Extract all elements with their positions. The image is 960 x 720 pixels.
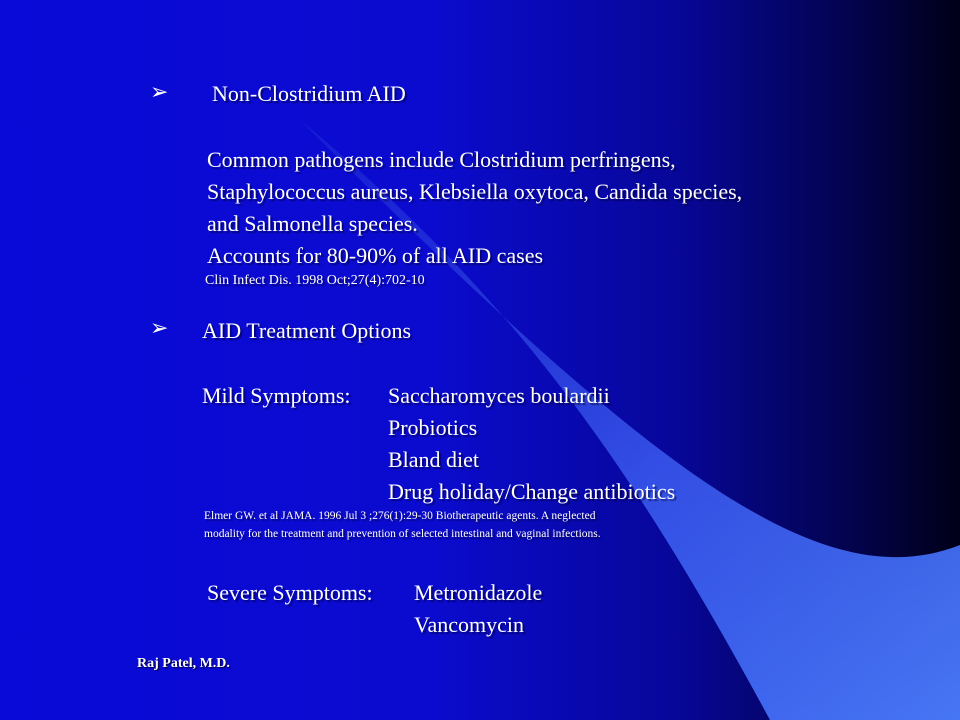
arrowhead-bullet-icon: ➢	[150, 316, 169, 341]
section1-line: Accounts for 80-90% of all AID cases	[207, 243, 544, 268]
section1-citation: Clin Infect Dis. 1998 Oct;27(4):702-10	[205, 273, 425, 288]
severe-treatment-item: Vancomycin	[414, 612, 524, 637]
section1-line: Common pathogens include Clostridium perfringens,	[207, 147, 676, 172]
severe-treatment-item: Metronidazole	[414, 580, 543, 605]
section1-heading: Non-Clostridium AID	[212, 81, 406, 106]
mild-citation-line: Elmer GW. et al JAMA. 1996 Jul 3 ;276(1):29-30 Biotherapeutic agents. A neglected	[204, 510, 596, 522]
section1-line: and Salmonella species.	[207, 211, 418, 236]
mild-treatment-item: Saccharomyces boulardii	[388, 383, 610, 408]
section1-line: Staphylococcus aureus, Klebsiella oxytoca, Candida species,	[207, 179, 743, 204]
arrowhead-bullet-icon: ➢	[150, 80, 169, 105]
severe-symptoms-label: Severe Symptoms:	[207, 580, 373, 605]
mild-treatment-item: Drug holiday/Change antibiotics	[388, 479, 676, 504]
section2-heading: AID Treatment Options	[202, 318, 411, 343]
mild-symptoms-label: Mild Symptoms:	[202, 383, 351, 408]
mild-treatment-item: Bland diet	[388, 447, 480, 472]
author-footer: Raj Patel, M.D.	[137, 656, 230, 671]
mild-citation-line: modality for the treatment and prevention of selected intestinal and vaginal infections.	[204, 528, 601, 540]
mild-treatment-item: Probiotics	[388, 415, 478, 440]
